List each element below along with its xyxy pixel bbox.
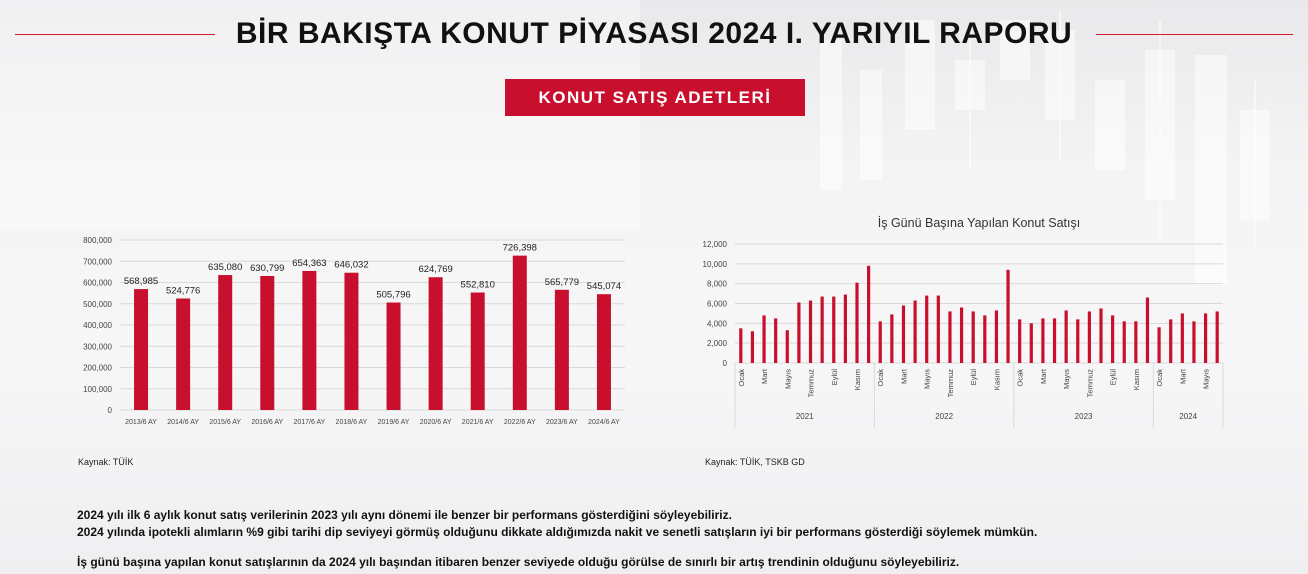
bar	[1192, 321, 1195, 363]
bar	[1146, 298, 1149, 363]
y-tick-label: 800,000	[83, 236, 112, 245]
x-tick-label: 2021/6 AY	[461, 419, 494, 426]
month-label: Temmuz	[806, 369, 816, 398]
bar	[913, 301, 916, 363]
x-tick-label: 2018/6 AY	[335, 419, 368, 426]
bar	[1018, 319, 1021, 363]
right-chart-source: Kaynak: TÜİK, TSKB GD	[705, 457, 805, 467]
bar-value-label: 565,779	[544, 276, 580, 288]
year-label: 2024	[1179, 412, 1198, 421]
bar	[344, 273, 358, 410]
bar	[1169, 319, 1172, 363]
bar	[1053, 318, 1056, 363]
month-label: Mart	[1178, 369, 1188, 384]
bar	[387, 303, 401, 410]
bar	[260, 276, 274, 410]
bar	[797, 303, 800, 363]
bar	[1030, 323, 1033, 363]
y-tick-label: 400,000	[83, 321, 112, 330]
y-tick-label: 6,000	[706, 299, 727, 309]
month-label: Mart	[899, 369, 909, 384]
bar	[471, 293, 485, 410]
y-tick-label: 500,000	[83, 299, 112, 309]
x-tick-label: 2022/6 AY	[503, 419, 536, 426]
bar	[134, 289, 148, 410]
daily-sales-chart	[690, 205, 1240, 435]
year-label: 2022	[935, 412, 954, 421]
bar-value-label: 524,776	[165, 285, 201, 297]
bar-value-label: 552,810	[460, 279, 495, 291]
month-label: Mayıs	[922, 369, 932, 390]
bar-value-label: 635,080	[208, 262, 243, 274]
y-tick-label: 600,000	[83, 278, 112, 288]
month-label: Mayıs	[1201, 369, 1211, 390]
bar	[1134, 321, 1137, 363]
month-label: Temmuz	[945, 369, 955, 398]
bar-value-label: 654,363	[292, 257, 327, 269]
bar-value-label: 630,799	[250, 262, 285, 274]
summary-paragraph-2: 2024 yılında ipotekli alımların %9 gibi tarihi dip seviyeyi görmüş olduğunu dikkate aldığımızda nakit ve senetli satışların iyi bir performans gösterdiği söylemek mümkün.	[77, 525, 1038, 539]
month-label: Ocak	[1155, 369, 1165, 387]
y-tick-label: 2,000	[706, 339, 727, 349]
bar	[751, 331, 754, 363]
bar	[948, 311, 951, 363]
bar-value-label: 726,398	[502, 242, 537, 254]
chart-title: İş Günü Başına Yapılan Konut Satışı	[877, 216, 1081, 230]
bar	[1123, 321, 1126, 363]
bar-value-label: 624,769	[418, 264, 453, 276]
semiannual-sales-chart	[60, 225, 650, 440]
x-tick-label: 2024/6 AY	[588, 419, 620, 426]
x-tick-label: 2013/6 AY	[125, 419, 157, 426]
bar	[1006, 270, 1009, 363]
bar	[832, 297, 835, 363]
month-label: Mayıs	[1062, 369, 1072, 390]
month-label: Ocak	[1015, 369, 1025, 387]
y-tick-label: 300,000	[83, 342, 112, 352]
bar	[960, 307, 963, 363]
month-label: Temmuz	[1085, 369, 1095, 398]
bar	[739, 328, 742, 363]
bar	[902, 305, 905, 363]
bar	[879, 321, 882, 363]
bar	[821, 297, 824, 363]
bar	[555, 290, 569, 410]
bar	[1099, 308, 1102, 363]
bar	[995, 310, 998, 363]
x-tick-label: 2020/6 AY	[419, 419, 452, 426]
year-label: 2023	[1074, 412, 1093, 421]
page-title: BİR BAKIŞTA KONUT PİYASASI 2024 I. YARIYIL RAPORU	[235, 17, 1073, 50]
month-label: Kasım	[992, 369, 1002, 391]
month-label: Eylül	[829, 369, 839, 386]
month-label: Eylül	[1108, 369, 1118, 386]
y-tick-label: 200,000	[83, 363, 112, 373]
month-label: Kasım	[853, 369, 862, 391]
bar	[762, 315, 765, 363]
bar	[429, 277, 443, 410]
bar	[302, 271, 316, 410]
bar	[1041, 318, 1044, 363]
left-chart-source: Kaynak: TÜİK	[78, 457, 134, 467]
bar	[176, 298, 190, 410]
bar	[983, 315, 986, 363]
month-label: Mayıs	[783, 369, 793, 390]
bar	[890, 314, 893, 363]
bar	[972, 311, 975, 363]
month-label: Eylül	[969, 369, 979, 386]
bar-value-label: 646,032	[334, 259, 369, 271]
y-tick-label: 12,000	[702, 240, 727, 249]
summary-paragraph-3: İş günü başına yapılan konut satışlarının da 2024 yılı başından itibaren benzer seviyede olduğu görülse de sınırlı bir artış trendinin olduğunu söyleyebiliriz.	[77, 555, 960, 569]
year-label: 2021	[795, 412, 814, 421]
bar	[786, 330, 789, 363]
bar	[855, 283, 858, 363]
bar-value-label: 545,074	[586, 281, 622, 293]
y-tick-label: 8,000	[706, 279, 727, 289]
summary-paragraph-1: 2024 yılı ilk 6 aylık konut satış verilerinin 2023 yılı aynı dönemi ile benzer bir performans gösterdiğini söyleyebiliriz.	[77, 508, 732, 522]
title-row	[0, 14, 1308, 54]
bar-value-label: 505,796	[376, 289, 411, 301]
bar	[1181, 313, 1184, 363]
bar-value-label: 568,985	[123, 276, 159, 288]
bar	[925, 296, 928, 363]
month-label: Ocak	[876, 369, 886, 387]
bar	[1111, 315, 1114, 363]
y-tick-label: 10,000	[702, 259, 727, 269]
y-tick-label: 100,000	[83, 384, 112, 394]
x-tick-label: 2015/6 AY	[209, 419, 242, 426]
bar	[867, 266, 870, 363]
x-tick-label: 2017/6 AY	[293, 419, 326, 426]
month-label: Ocak	[736, 369, 746, 387]
bar	[844, 295, 847, 363]
month-label: Mart	[760, 369, 770, 384]
y-tick-label: 0	[722, 359, 727, 368]
bar	[1157, 327, 1160, 363]
bar	[1204, 313, 1207, 363]
y-tick-label: 4,000	[706, 319, 727, 329]
y-tick-label: 0	[107, 406, 112, 415]
x-tick-label: 2016/6 AY	[251, 419, 284, 426]
bar	[1216, 311, 1219, 363]
y-tick-label: 700,000	[83, 257, 112, 267]
bar	[809, 301, 812, 363]
bar	[1065, 310, 1068, 363]
bar	[218, 275, 232, 410]
bar	[1076, 319, 1079, 363]
bar	[513, 256, 527, 410]
x-tick-label: 2019/6 AY	[377, 419, 410, 426]
month-label: Mart	[1038, 369, 1048, 384]
x-tick-label: 2014/6 AY	[167, 419, 200, 426]
bar	[774, 318, 777, 363]
bar	[937, 296, 940, 363]
bar	[1088, 311, 1091, 363]
bar	[597, 294, 611, 410]
month-label: Kasım	[1131, 369, 1141, 391]
x-tick-label: 2023/6 AY	[545, 419, 578, 426]
section-badge: KONUT SATIŞ ADETLERİ	[505, 79, 805, 116]
